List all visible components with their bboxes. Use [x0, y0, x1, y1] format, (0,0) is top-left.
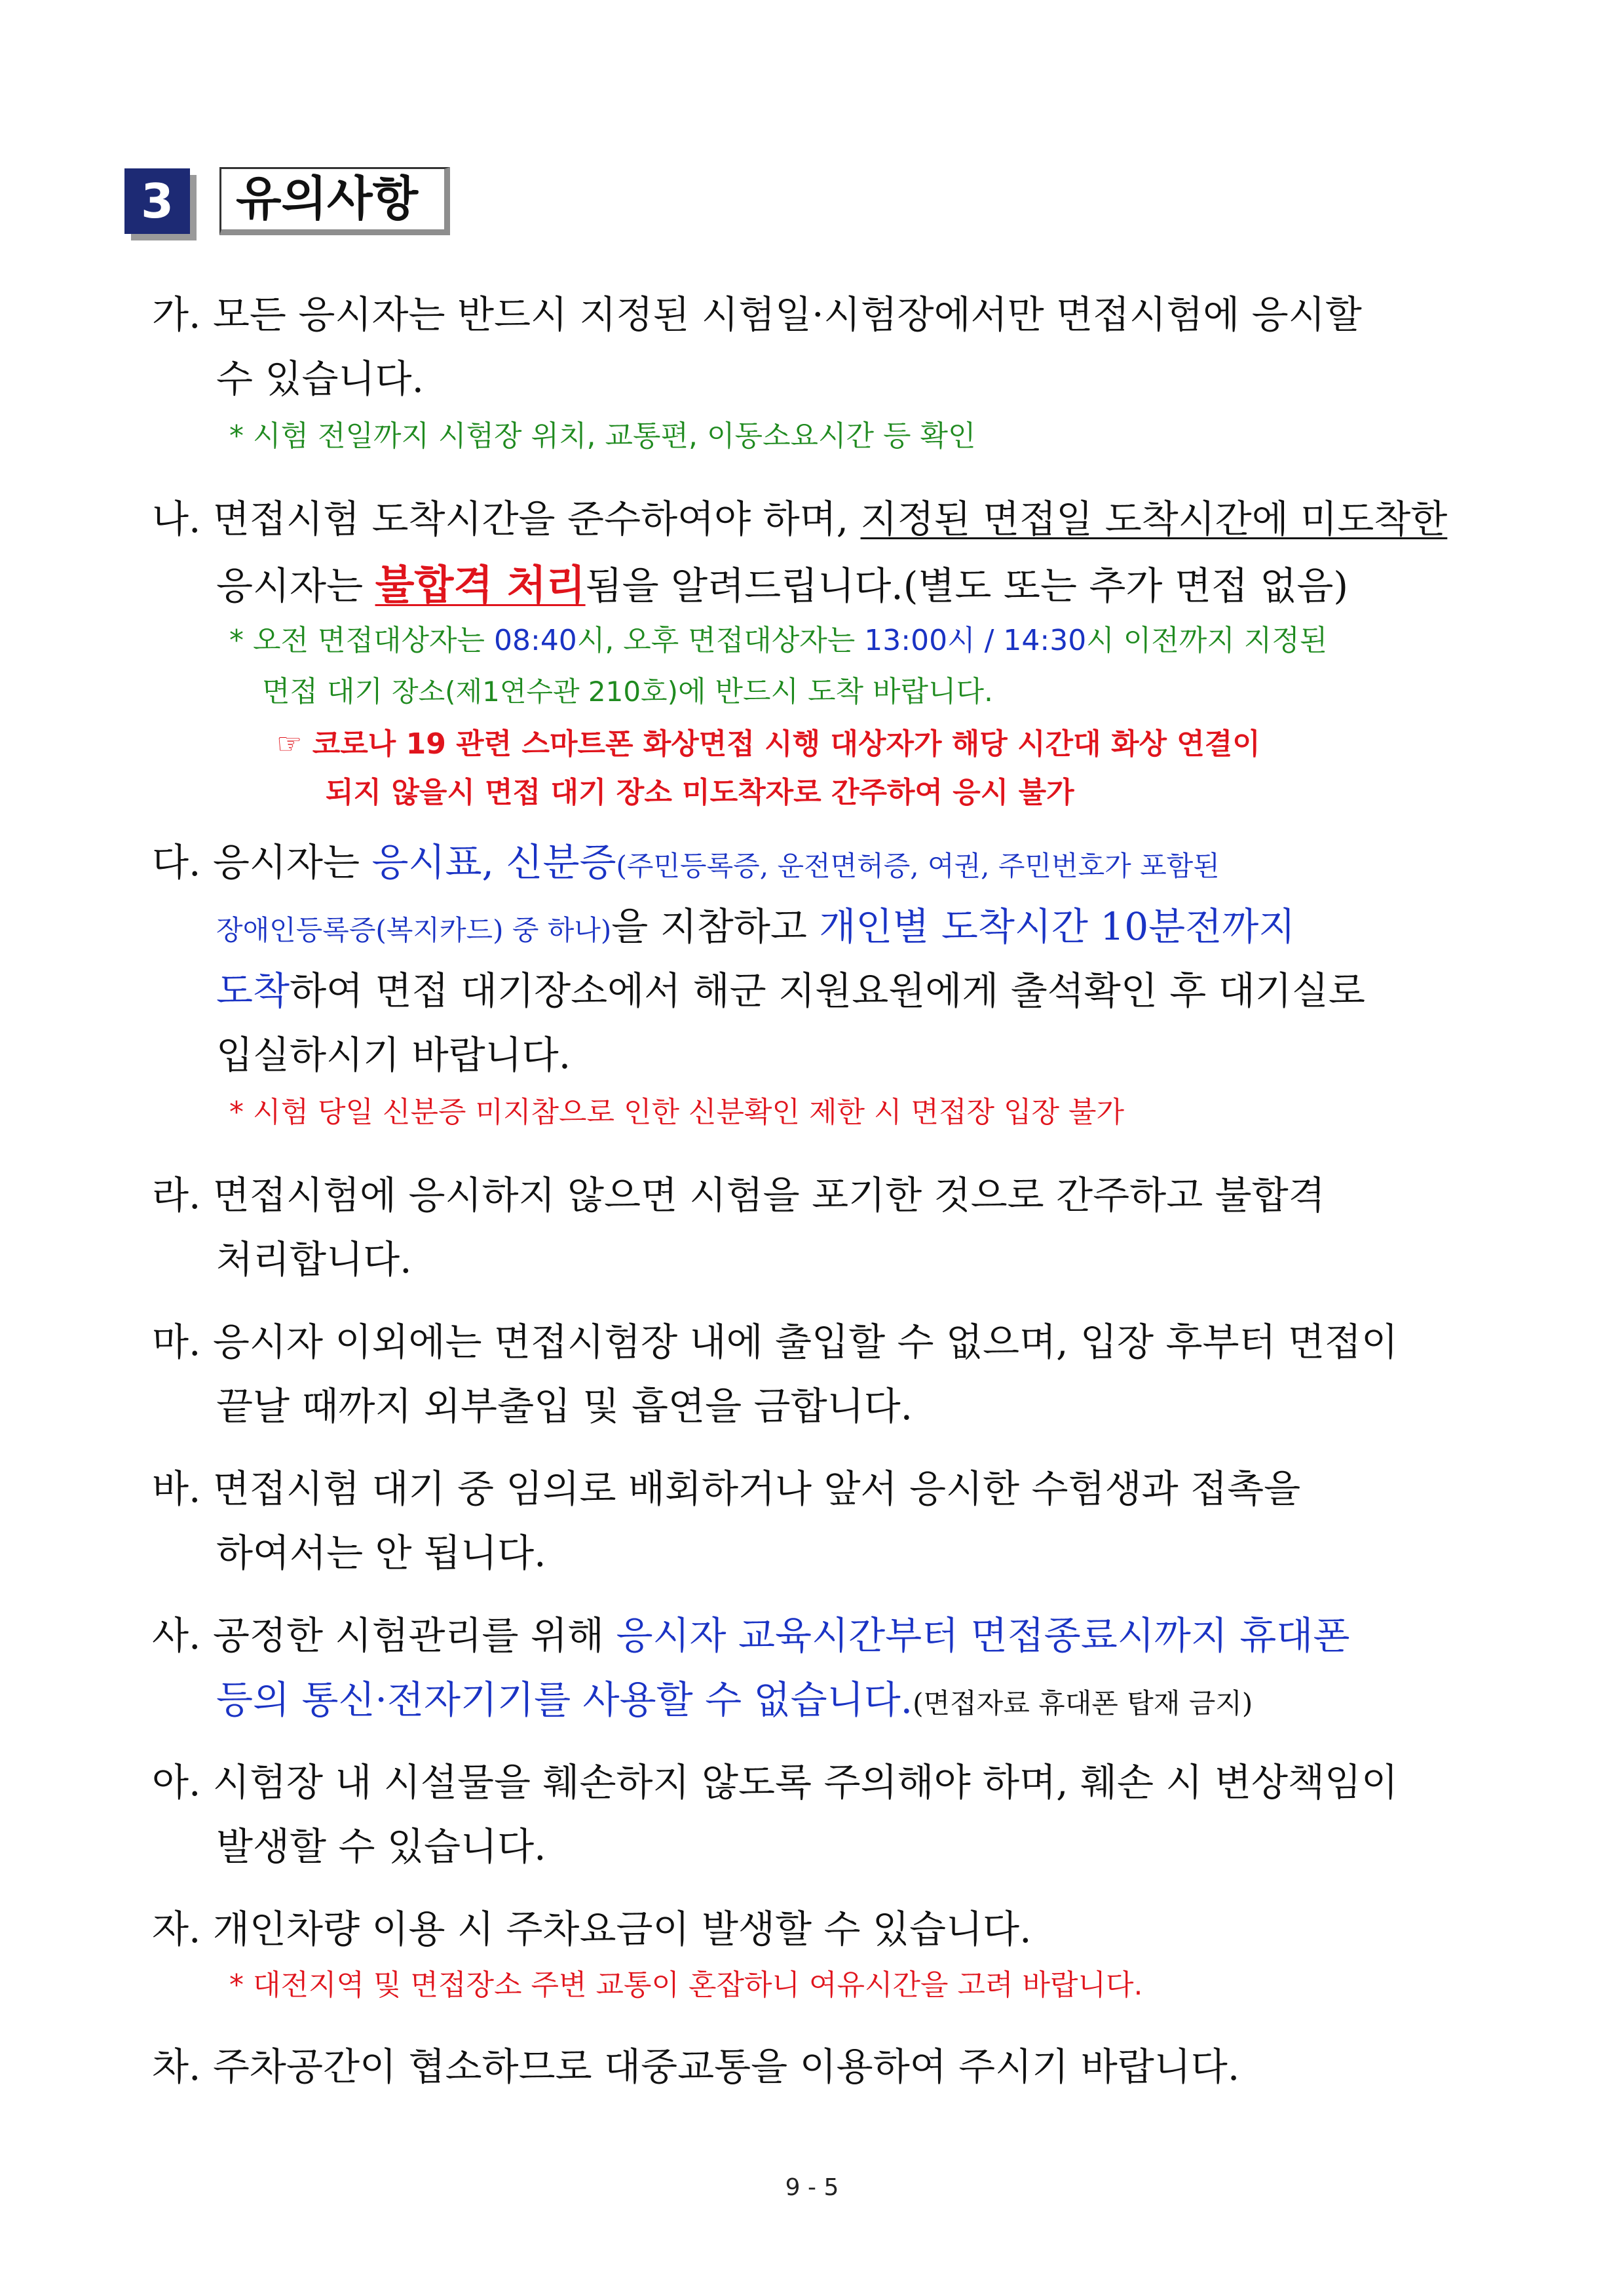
item-ga-note: * 시험 전일까지 시험장 위치, 교통편, 이동소요시간 등 확인	[229, 419, 976, 453]
section-number: 3	[140, 174, 174, 229]
item-sa-line2	[216, 1677, 1253, 1723]
section-title: 유의사항	[236, 171, 419, 226]
note-time-morning: 08:40	[494, 624, 577, 657]
item-ja-line1: 자. 개인차량 이용 시 주차요금이 발생할 수 있습니다.	[152, 1907, 1032, 1951]
sa-note: (면접자료 휴대폰 탑재 금지)	[913, 1687, 1253, 1719]
item-ma-line1: 마. 응시자 이외에는 면접시험장 내에 출입할 수 없으며, 입장 후부터 면접이	[152, 1320, 1399, 1364]
note-text-a: * 오전 면접대상자는	[229, 624, 494, 657]
item-cha-line1: 차. 주차공간이 협소하므로 대중교통을 이용하여 주시기 바랍니다.	[152, 2044, 1240, 2089]
note-text-b: 시, 오후 면접대상자는	[576, 624, 865, 657]
item-ma-line2: 끝날 때까지 외부출입 및 흡연을 금합니다.	[216, 1384, 913, 1428]
da-id-docs: 응시표, 신분증	[371, 840, 616, 885]
da-text-a: 다. 응시자는	[152, 840, 372, 885]
item-ra-line1: 라. 면접시험에 응시하지 않으면 시험을 포기한 것으로 간주하고 불합격	[152, 1173, 1325, 1217]
sa-phone-rule: 응시자 교육시간부터 면접종료시까지 휴대폰	[616, 1613, 1350, 1658]
item-da-line3	[216, 968, 1365, 1014]
item-na-line2-text-b: 됨을 알려드립니다.(별도 또는 추가 면접 없음)	[585, 564, 1348, 608]
item-ga-line1: 가. 모든 응시자는 반드시 지정된 시험일·시험장에서만 면접시험에 응시할	[152, 292, 1362, 337]
da-arrival: 도착	[216, 968, 290, 1013]
note-text-d: 면접 대기	[262, 675, 392, 708]
fail-emphasis: 불합격 처리	[375, 561, 586, 609]
da-id-list-cont: 장애인등록증(복지카드) 중 하나)	[216, 914, 612, 946]
da-id-list: (주민등록증, 운전면허증, 여권, 주민번호가 포함된	[616, 850, 1220, 882]
item-ba-line2: 하여서는 안 됩니다.	[216, 1531, 546, 1575]
sa-text-a: 사. 공정한 시험관리를 위해	[152, 1613, 616, 1658]
da-arrival-time: 개인별 도착시간 10분전까지	[819, 904, 1296, 949]
item-na-note-line2	[262, 675, 993, 710]
da-text-b: 을 지참하고	[611, 904, 820, 949]
item-da-line4: 입실하시기 바랍니다.	[216, 1033, 571, 1077]
item-na-note-line1	[229, 624, 1327, 659]
item-ja-note: * 대전지역 및 면접장소 주변 교통이 혼잡하니 여유시간을 고려 바랍니다.	[229, 1968, 1143, 2002]
item-na-line2	[216, 561, 1348, 609]
section-number-box	[124, 168, 190, 234]
page-number: 9 - 5	[785, 2174, 839, 2201]
item-na-warning-line1: ☞ 코로나 19 관련 스마트폰 화상면접 시행 대상자가 해당 시간대 화상 연결이	[276, 727, 1260, 761]
item-na-line1-underlined: 지정된 면접일 도착시간에 미도착한	[860, 497, 1448, 541]
item-na-line1-text: 나. 면접시험 도착시간을 준수하여야 하며,	[152, 497, 861, 541]
item-na-line1	[152, 497, 1447, 543]
item-sa-line1	[152, 1613, 1350, 1659]
item-na-warning-line2: 되지 않을시 면접 대기 장소 미도착자로 간주하여 응시 불가	[326, 776, 1074, 809]
item-a-line1: 아. 시험장 내 시설물을 훼손하지 않도록 주의해야 하며, 훼손 시 변상책임이	[152, 1760, 1399, 1805]
note-text-c: 시 이전까지 지정된	[1086, 624, 1328, 657]
item-ra-line2: 처리합니다.	[216, 1237, 412, 1282]
section-title-box	[219, 167, 450, 235]
item-da-line2	[216, 904, 1295, 950]
item-ga-line2: 수 있습니다.	[216, 356, 425, 401]
da-text-c: 하여 면접 대기장소에서 해군 지원요원에게 출석확인 후 대기실로	[290, 968, 1365, 1013]
note-location: 장소(제1연수관 210호)	[392, 676, 679, 708]
item-ba-line1: 바. 면접시험 대기 중 임의로 배회하거나 앞서 응시한 수험생과 접촉을	[152, 1466, 1301, 1511]
item-na-line2-text-a: 응시자는	[216, 564, 375, 608]
item-da-note: * 시험 당일 신분증 미지참으로 인한 신분확인 제한 시 면접장 입장 불가	[229, 1096, 1124, 1129]
sa-phone-rule-cont: 등의 통신·전자기기를 사용할 수 없습니다.	[216, 1677, 913, 1722]
item-a-line2: 발생할 수 있습니다.	[216, 1824, 546, 1869]
note-time-afternoon: 13:00시 / 14:30	[864, 624, 1087, 657]
item-da-line1	[152, 840, 1220, 886]
note-text-e: 에 반드시 도착 바랍니다.	[678, 675, 993, 708]
